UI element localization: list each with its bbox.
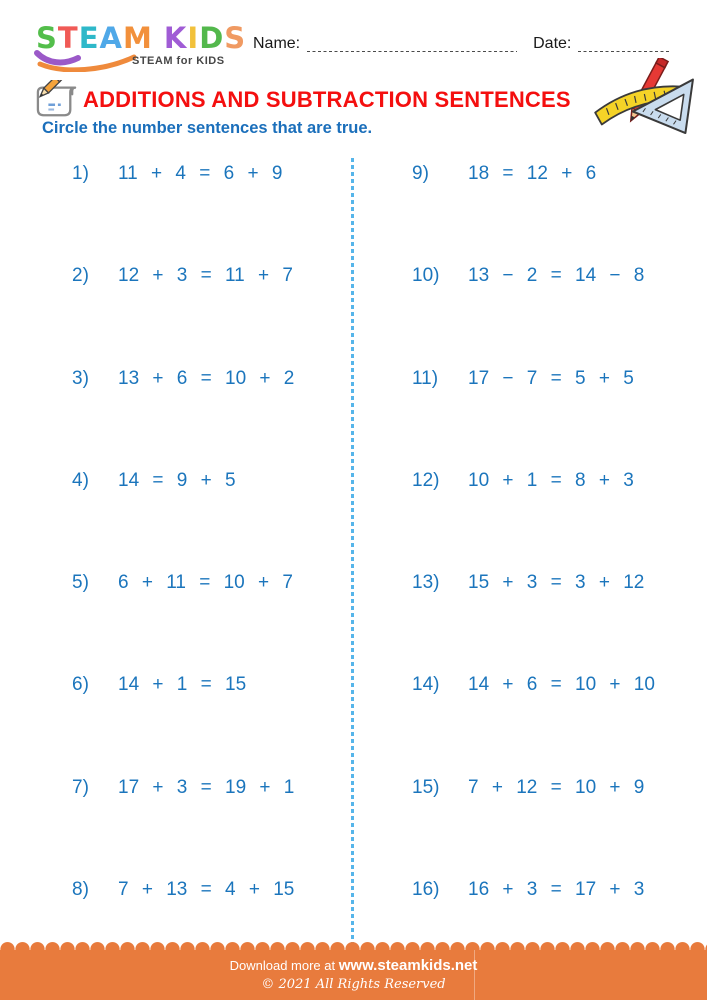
problem-equation[interactable]: 18 = 12 + 6 — [468, 163, 597, 184]
problem-equation[interactable]: 7 + 13 = 4 + 15 — [118, 879, 295, 901]
logo-tagline: STEAM for KIDS — [132, 55, 225, 67]
problem-row — [412, 368, 704, 470]
steamkids-logo — [36, 21, 256, 67]
footer-download-text — [0, 957, 707, 974]
problem-equation[interactable]: 6 + 11 = 10 + 7 — [118, 572, 293, 594]
logo-letter: T — [57, 21, 79, 55]
name-field — [307, 40, 517, 52]
logo-letter: A — [99, 21, 123, 55]
problem-number: 1) — [72, 163, 89, 184]
problem-row — [72, 572, 344, 674]
problems-column-right — [412, 163, 704, 981]
problem-number: 7) — [72, 776, 89, 798]
problem-row — [412, 674, 704, 776]
problem-number: 15) — [412, 776, 440, 798]
logo-letter: S — [224, 21, 247, 55]
problem-row — [412, 777, 704, 879]
problem-equation[interactable]: 10 + 1 = 8 + 3 — [468, 469, 634, 491]
problem-row — [72, 470, 344, 572]
problem-number: 10) — [412, 265, 440, 287]
problem-number: 6) — [72, 674, 89, 696]
logo-letter: E — [78, 21, 100, 55]
problem-equation[interactable]: 13 + 6 = 10 + 2 — [118, 367, 295, 389]
problem-number: 5) — [72, 572, 89, 594]
problem-number: 12) — [412, 469, 440, 491]
problem-equation[interactable]: 17 − 7 = 5 + 5 — [468, 367, 634, 389]
logo-letter: S — [36, 21, 58, 55]
instruction-text: Circle the number sentences that are true. — [42, 119, 373, 137]
name-label: Name: — [253, 35, 301, 52]
name-date-row — [253, 36, 703, 52]
problem-equation[interactable]: 16 + 3 = 17 + 3 — [468, 879, 645, 901]
problem-equation[interactable]: 11 + 4 = 6 + 9 — [118, 163, 283, 184]
geometry-tools-icon — [585, 58, 703, 140]
problem-row — [412, 163, 704, 265]
problem-row — [72, 777, 344, 879]
logo-wordmark — [36, 21, 256, 55]
title-row — [33, 80, 571, 120]
problem-equation[interactable]: 13 − 2 = 14 − 8 — [468, 265, 645, 287]
footer — [0, 950, 707, 1000]
problem-number: 13) — [412, 572, 440, 594]
problem-number: 4) — [72, 469, 89, 491]
logo-letter — [153, 21, 164, 55]
logo-letter: D — [199, 21, 225, 55]
logo-letter: I — [187, 21, 200, 55]
problem-number: 2) — [72, 265, 89, 287]
logo-swoosh-icon — [34, 50, 138, 72]
problem-number: 8) — [72, 879, 89, 901]
problem-equation[interactable]: 15 + 3 = 3 + 12 — [468, 572, 645, 594]
problem-row — [412, 265, 704, 367]
problem-row — [72, 674, 344, 776]
problem-equation[interactable]: 14 + 1 = 15 — [118, 674, 247, 696]
problem-equation[interactable]: 14 = 9 + 5 — [118, 469, 236, 491]
problem-equation[interactable]: 14 + 6 = 10 + 10 — [468, 674, 655, 696]
problem-number: 16) — [412, 879, 440, 901]
footer-divider — [474, 950, 475, 1000]
problem-row — [412, 572, 704, 674]
steamkids-link[interactable]: www.steamkids.net — [338, 957, 478, 974]
notepad-pencil-icon — [33, 80, 79, 120]
page-title: ADDITIONS AND SUBTRACTION SENTENCES — [83, 87, 571, 112]
column-divider — [351, 158, 354, 945]
problems-column-left — [72, 163, 344, 981]
problem-row — [72, 368, 344, 470]
problem-row — [72, 265, 344, 367]
logo-letter: K — [163, 21, 188, 55]
date-field — [578, 40, 670, 52]
download-prefix: Download more at — [229, 958, 339, 973]
problem-number: 9) — [412, 163, 429, 184]
date-label: Date: — [533, 35, 572, 52]
footer-copyright: © 2021 All Rights Reserved — [261, 977, 446, 992]
problem-equation[interactable]: 17 + 3 = 19 + 1 — [118, 776, 295, 798]
problem-row — [412, 470, 704, 572]
logo-letter: M — [122, 21, 153, 55]
problem-number: 11) — [412, 367, 439, 389]
problem-number: 3) — [72, 367, 89, 389]
problem-equation[interactable]: 7 + 12 = 10 + 9 — [468, 776, 645, 798]
problem-number: 14) — [412, 674, 440, 696]
problem-row — [72, 163, 344, 265]
problem-equation[interactable]: 12 + 3 = 11 + 7 — [118, 265, 293, 287]
footer-scallop-edge — [0, 940, 707, 950]
